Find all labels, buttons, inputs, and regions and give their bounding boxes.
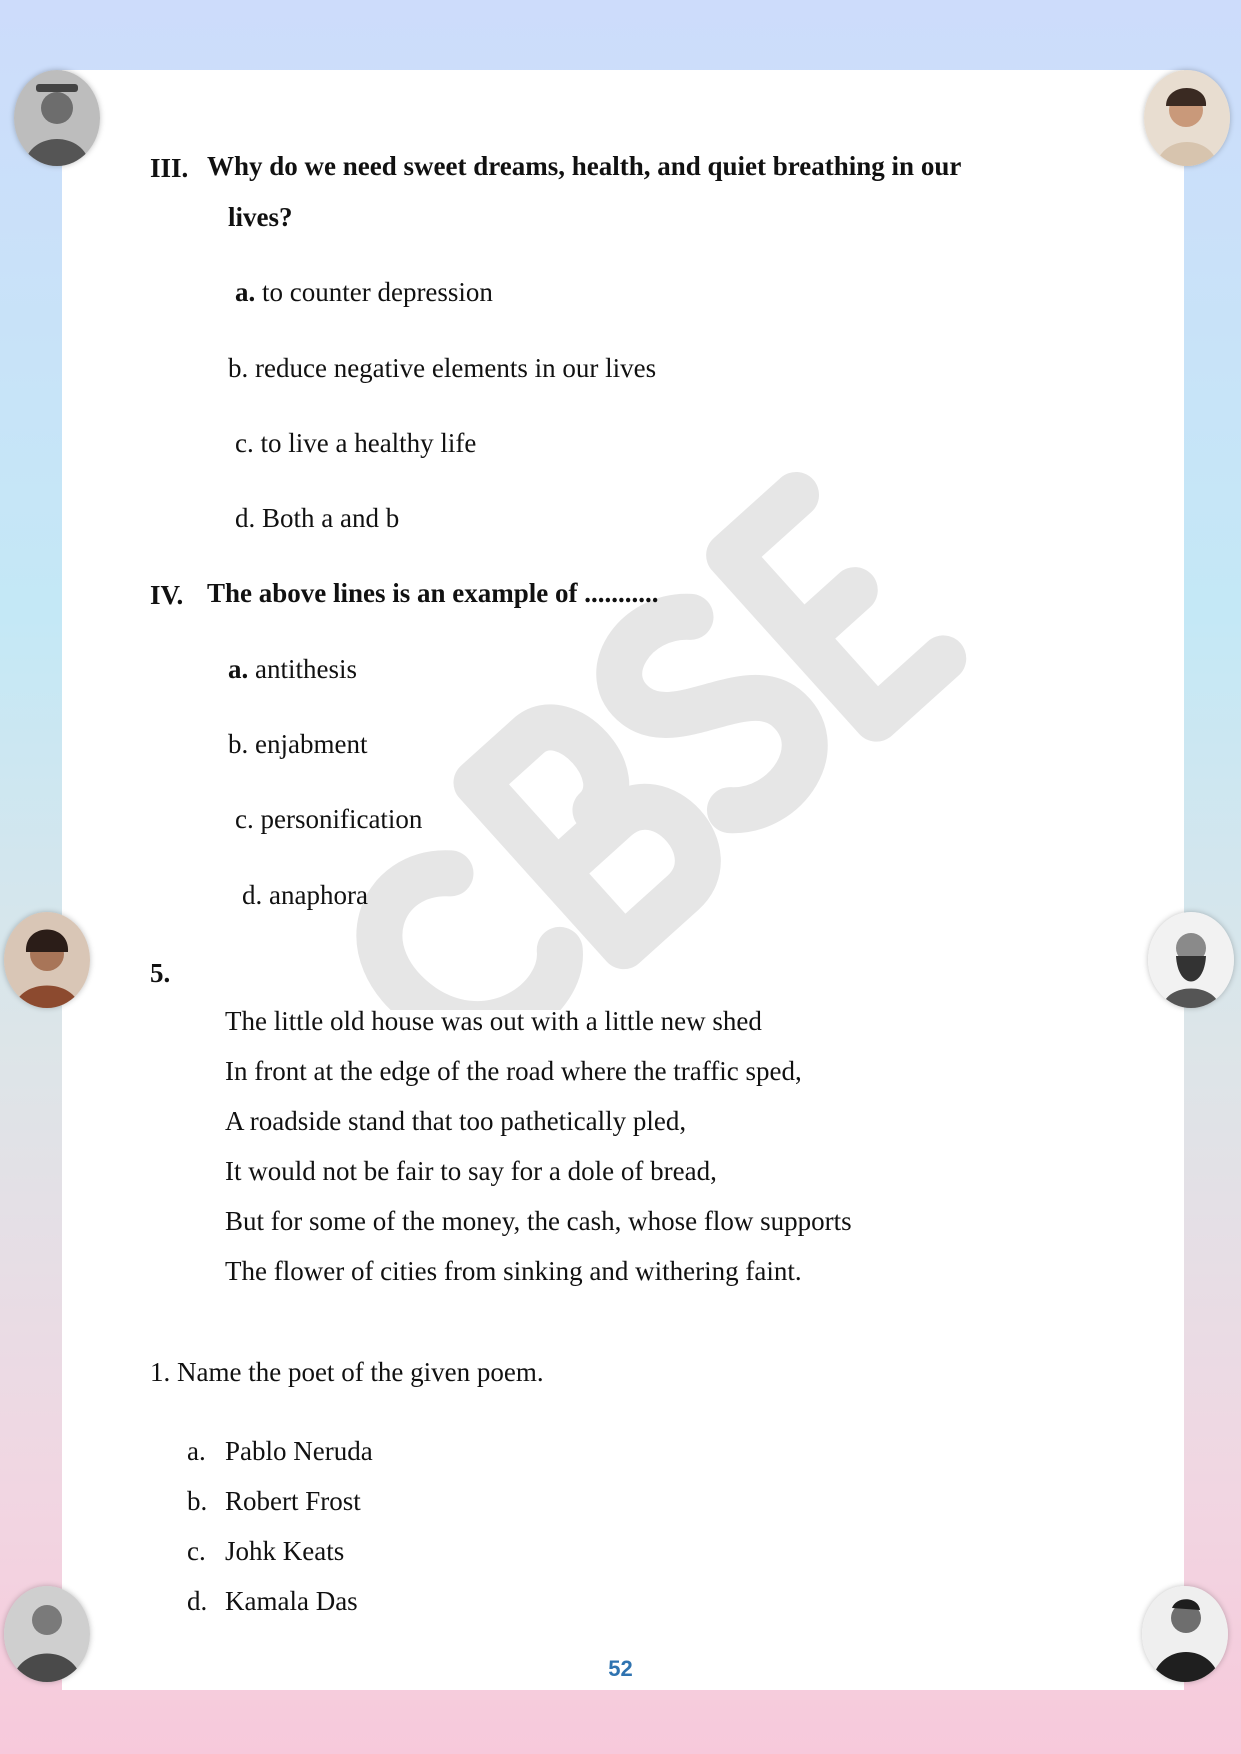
- option-b: [187, 1488, 361, 1515]
- option-letter: d.: [242, 880, 263, 910]
- question-text: Why do we need sweet dreams, health, and quiet breathing in our: [207, 151, 962, 181]
- option-text: to counter depression: [255, 277, 493, 307]
- question-text-continued: lives?: [228, 202, 293, 232]
- option-letter: d.: [235, 503, 256, 533]
- sub-question: 1. Name the poet of the given poem.: [150, 1357, 544, 1387]
- option-text: Pablo Neruda: [225, 1436, 373, 1466]
- poem-line: It would not be fair to say for a dole of bread,: [225, 1156, 717, 1186]
- option-letter: a.: [235, 277, 256, 307]
- option-letter: c.: [235, 428, 254, 458]
- portrait-bearded-man-icon: [1148, 912, 1234, 1008]
- option-letter: c.: [235, 804, 254, 834]
- poem-line: A roadside stand that too pathetically pled,: [225, 1106, 687, 1136]
- option-letter: b.: [187, 1486, 208, 1516]
- option-letter: c.: [187, 1536, 206, 1566]
- poem-line: But for some of the money, the cash, whose flow supports: [225, 1206, 852, 1236]
- option-text: Kamala Das: [225, 1586, 358, 1616]
- option-d: [187, 1588, 358, 1615]
- poem-line: In front at the edge of the road where the traffic sped,: [225, 1056, 802, 1086]
- question-text: The above lines is an example of ...........: [207, 578, 659, 608]
- question-number: III.: [150, 153, 189, 183]
- option-letter: b.: [228, 353, 249, 383]
- option-text: Robert Frost: [225, 1486, 361, 1516]
- poem-line: The flower of cities from sinking and withering faint.: [225, 1256, 802, 1286]
- option-c: [235, 430, 476, 457]
- option-c: [187, 1538, 344, 1565]
- page-number: 52: [608, 1656, 633, 1681]
- option-text: to live a healthy life: [253, 428, 477, 458]
- option-text: enjabment: [248, 729, 368, 759]
- option-letter: a.: [228, 654, 249, 684]
- option-d: [242, 882, 368, 909]
- option-letter: d.: [187, 1586, 208, 1616]
- option-c: [235, 806, 422, 833]
- question-number: IV.: [150, 580, 184, 610]
- option-letter: a.: [187, 1436, 206, 1466]
- option-text: reduce negative elements in our lives: [248, 353, 657, 383]
- option-b: [228, 731, 367, 758]
- option-a: [235, 279, 493, 306]
- poem-line: The little old house was out with a little new shed: [225, 1006, 762, 1036]
- option-text: Both a and b: [255, 503, 400, 533]
- option-a: [228, 656, 357, 683]
- option-letter: b.: [228, 729, 249, 759]
- option-b: [228, 355, 656, 382]
- portrait-woman-icon: [4, 912, 90, 1008]
- option-d: [235, 505, 399, 532]
- portrait-woman-icon: [1144, 70, 1230, 166]
- option-text: personification: [253, 804, 423, 834]
- option-text: Johk Keats: [225, 1536, 345, 1566]
- option-text: anaphora: [262, 880, 368, 910]
- option-text: antithesis: [248, 654, 357, 684]
- portrait-man-hat-icon: [14, 70, 100, 166]
- question-number: 5.: [150, 958, 171, 988]
- option-a: [187, 1438, 373, 1465]
